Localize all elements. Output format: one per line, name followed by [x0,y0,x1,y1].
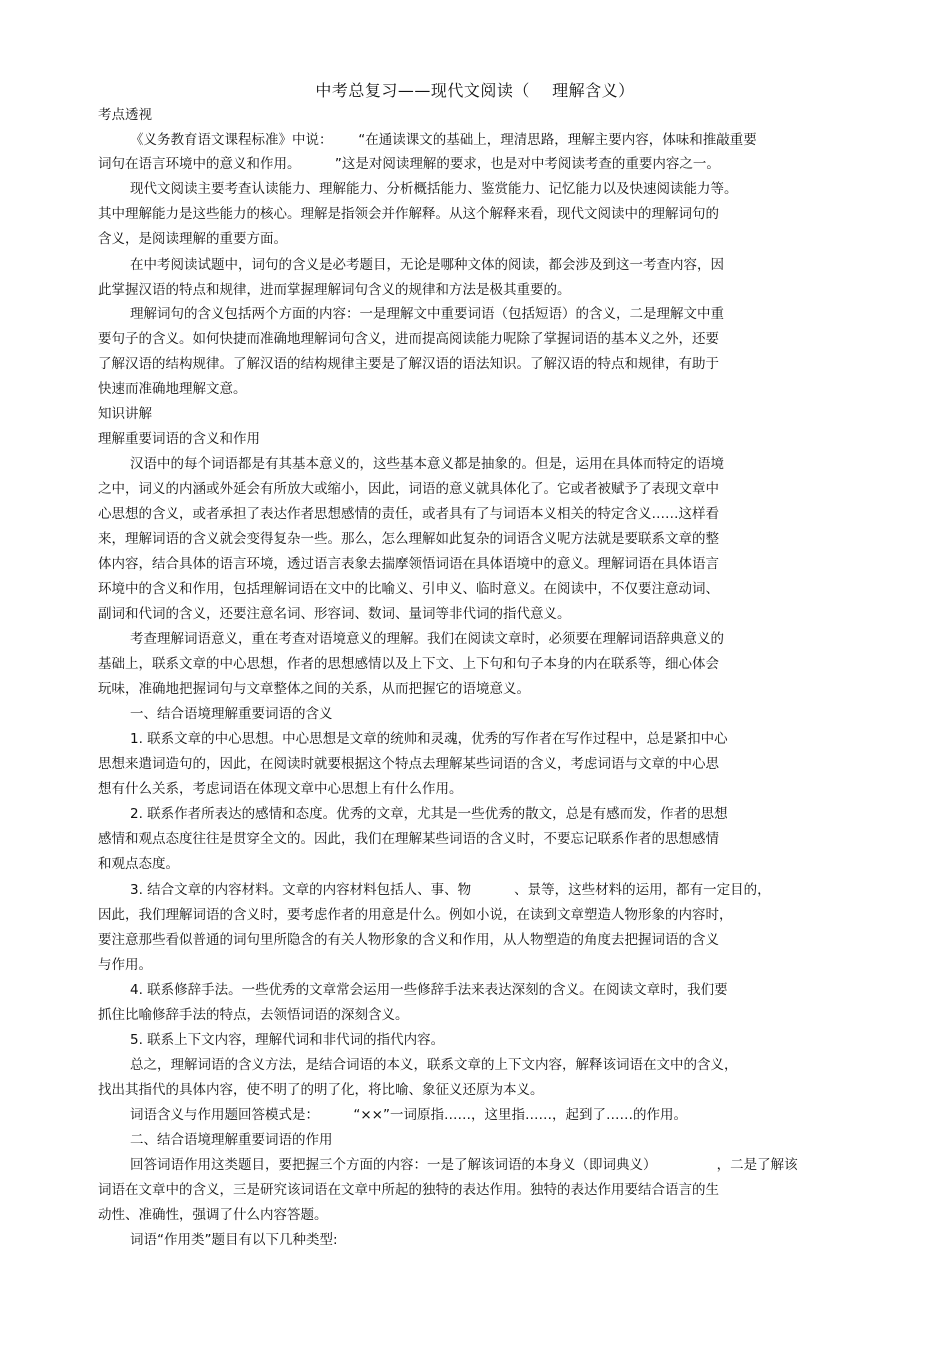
body-line: 要注意那些看似普通的词句里所隐含的有关人物形象的含义和作用，从人物塑造的角度去把握词语的含义 [98,932,719,948]
section-heading-1: 一、结合语境理解重要词语的含义 [130,706,333,722]
body-line: 环境中的含义和作用，包括理解词语在文中的比喻义、引申义、临时意义。在阅读中，不仅要注意动词、 [98,581,719,597]
body-line: 考查理解词语意义，重在考查对语境意义的理解。我们在阅读文章时，必须要在理解词语辞典意义的 [130,631,724,647]
answer-pattern-line: 词语含义与作用题回答模式是： “××”一词原指……，这里指……，起到了……的作用。 [130,1107,687,1123]
body-line: 含义，是阅读理解的重要方面。 [98,231,287,247]
list-item: 1. 联系文章的中心思想。中心思想是文章的统帅和灵魂，优秀的写作者在写作过程中，总是紧扣中心 [130,731,728,747]
body-line: 现代文阅读主要考查认读能力、理解能力、分析概括能力、鉴赏能力、记忆能力以及快速阅读能力等。 [130,181,738,197]
section-heading-zhishi: 知识讲解 [98,406,152,422]
body-line: 与作用。 [98,957,152,973]
subsection-heading: 理解重要词语的含义和作用 [98,431,260,447]
body-line: 思想来遣词造句的，因此，在阅读时就要根据这个特点去理解某些词语的含义，考虑词语与文章的中心思 [98,756,719,772]
body-line: 词句在语言环境中的意义和作用。 ”这是对阅读理解的要求，也是对中考阅读考查的重要内容之一。 [98,156,720,172]
body-line: 汉语中的每个词语都是有其基本意义的，这些基本意义都是抽象的。但是，运用在具体而特定的语境 [130,456,724,472]
section-heading-kaodian: 考点透视 [98,107,152,123]
body-line: 总之，理解词语的含义方法，是结合词语的本义，联系文章的上下文内容，解释该词语在文中的含义， [130,1057,738,1073]
body-line: 和观点态度。 [98,856,179,872]
list-item: 5. 联系上下文内容，理解代词和非代词的指代内容。 [130,1032,445,1048]
section-heading-2: 二、结合语境理解重要词语的作用 [130,1132,333,1148]
list-item: 3. 结合文章的内容材料。文章的内容材料包括人、事、物 、景等，这些材料的运用，都有一定目的， [130,882,771,898]
body-line: 词语在文章中的含义，三是研究该词语在文章中所起的独特的表达作用。独特的表达作用要结合语言的生 [98,1182,719,1198]
list-item: 4. 联系修辞手法。一些优秀的文章常会运用一些修辞手法来表达深刻的含义。在阅读文章时，我们要 [130,982,728,998]
body-line: 基础上，联系文章的中心思想，作者的思想感情以及上下文、上下句和句子本身的内在联系等，细心体会 [98,656,719,672]
body-line: 感情和观点态度往往是贯穿全文的。因此，我们在理解某些词语的含义时，不要忘记联系作者的思想感情 [98,831,719,847]
body-line: 想有什么关系，考虑词语在体现文章中心思想上有什么作用。 [98,781,463,797]
body-line: 玩味，准确地把握词句与文章整体之间的关系，从而把握它的语境意义。 [98,681,530,697]
body-line: 找出其指代的具体内容，使不明了的明了化，将比喻、象征义还原为本义。 [98,1082,544,1098]
list-item: 2. 联系作者所表达的感情和态度。优秀的文章，尤其是一些优秀的散文，总是有感而发，作者的思想 [130,806,728,822]
body-line: 了解汉语的结构规律。了解汉语的结构规律主要是了解汉语的语法知识。了解汉语的特点和规律，有助于 [98,356,719,372]
body-line: 来，理解词语的含义就会变得复杂一些。那么，怎么理解如此复杂的词语含义呢方法就是要联系文章的整 [98,531,719,547]
body-line: 要句子的含义。如何快捷而准确地理解词句含义，进而提高阅读能力呢除了掌握词语的基本义之外，还要 [98,331,719,347]
body-line: 抓住比喻修辞手法的特点，去领悟词语的深刻含义。 [98,1007,409,1023]
body-line: 快速而准确地理解文意。 [98,381,247,397]
body-line: 理解词句的含义包括两个方面的内容：一是理解文中重要词语（包括短语）的含义，二是理解文中重 [130,306,724,322]
body-line: 心思想的含义，或者承担了表达作者思想感情的责任，或者具有了与词语本义相关的特定含义……这样看 [98,506,719,522]
body-line: 在中考阅读试题中，词句的含义是必考题目，无论是哪种文体的阅读，都会涉及到这一考查内容，因 [130,257,724,273]
body-line: 《义务教育语文课程标准》中说： “在通读课文的基础上，理清思路，理解主要内容，体味和推敲重要 [130,132,757,148]
body-line: 回答词语作用这类题目，要把握三个方面的内容：一是了解该词语的本身义（即词典义） ，二是了解该 [130,1157,798,1173]
body-line: 其中理解能力是这些能力的核心。理解是指领会并作解释。从这个解释来看，现代文阅读中的理解词句的 [98,206,719,222]
body-line: 动性、准确性，强调了什么内容答题。 [98,1207,328,1223]
document-title: 中考总复习——现代文阅读（ 理解含义） [315,81,635,100]
body-line: 此掌握汉语的特点和规律，进而掌握理解词句含义的规律和方法是极其重要的。 [98,282,571,298]
body-line: 副词和代词的含义，还要注意名词、形容词、数词、量词等非代词的指代意义。 [98,606,571,622]
body-line: 之中，词义的内涵或外延会有所放大或缩小，因此，词语的意义就具体化了。它或者被赋予了表现文章中 [98,481,719,497]
body-line: 词语“作用类”题目有以下几种类型: [130,1232,338,1248]
body-line: 因此，我们理解词语的含义时，要考虑作者的用意是什么。例如小说，在读到文章塑造人物形象的内容时， [98,907,733,923]
body-line: 体内容，结合具体的语言环境，透过语言表象去揣摩领悟词语在具体语境中的意义。理解词语在具体语言 [98,556,719,572]
